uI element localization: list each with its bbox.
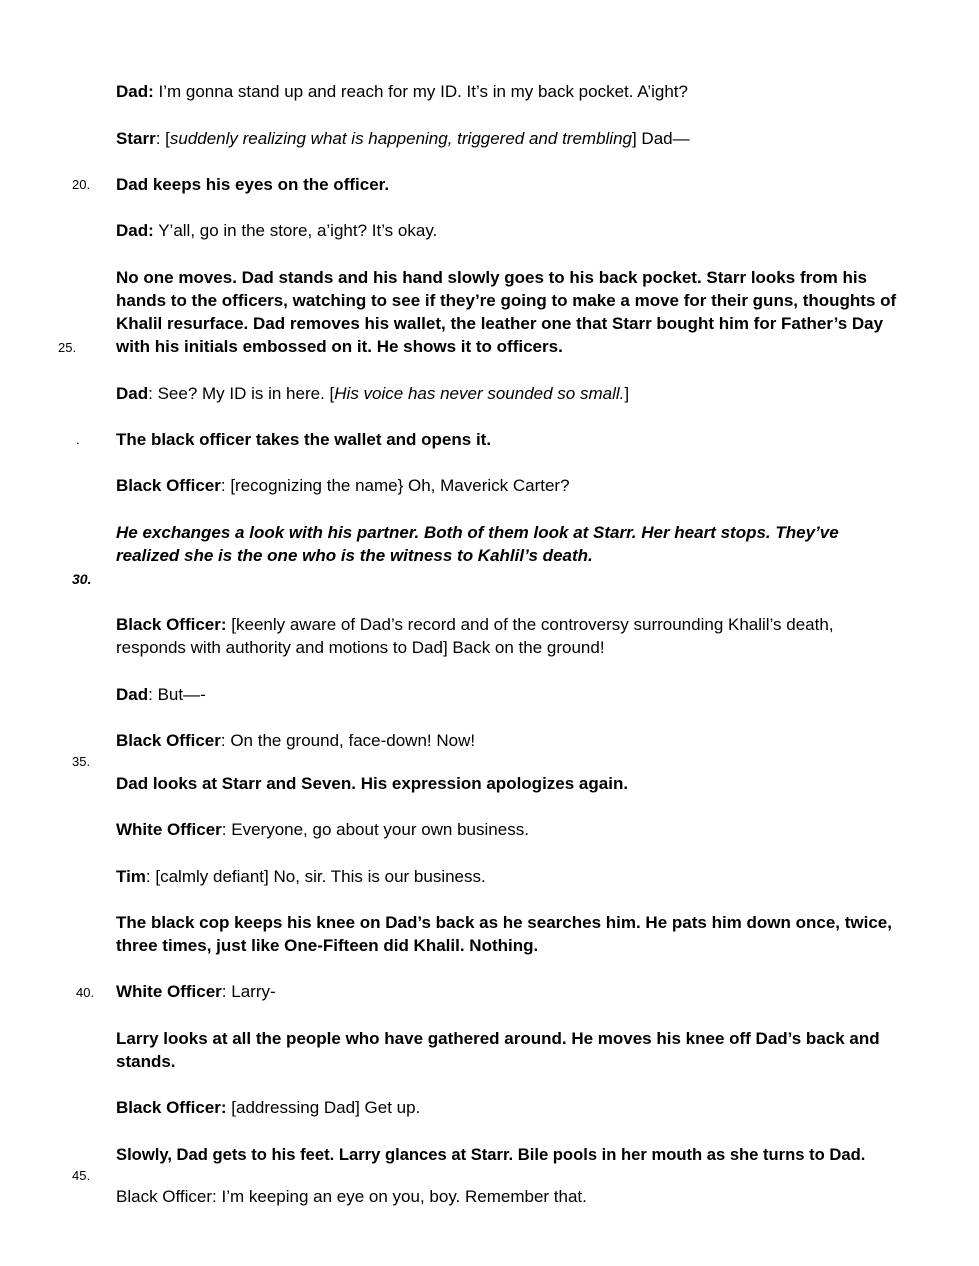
stage-direction: suddenly realizing what is happening, triggered and trembling (169, 129, 632, 148)
stage-direction: His voice has never sounded so small. (334, 384, 625, 403)
speaker-name: Black Officer: (116, 1098, 227, 1117)
action-line: He exchanges a look with his partner. Both of them look at Starr. Her heart stops. They’ve realized she is the one who is the witness to Kahlil’s death. (116, 523, 839, 565)
dialogue-line (116, 865, 936, 888)
line-number: 30. (72, 571, 92, 587)
dialogue-text: ] Dad— (631, 129, 690, 148)
line-number: 40. (76, 985, 95, 1000)
dialogue-text: : Everyone, go about your own business. (221, 820, 529, 839)
action-line: Dad keeps his eyes on the officer. (116, 175, 390, 194)
dialogue-text: I’m gonna stand up and reach for my ID. It’s in my back pocket. A’ight? (153, 82, 688, 101)
speaker-name: Tim (116, 867, 146, 886)
speaker-name: Dad (116, 685, 149, 704)
dialogue-line (116, 818, 936, 841)
dialogue-line: Black Officer: I’m keeping an eye on you, boy. Remember that. (116, 1187, 587, 1206)
action-line: Dad looks at Starr and Seven. His expression apologizes again. (116, 774, 629, 793)
line-number: 25. (58, 340, 77, 355)
dialogue-line (116, 474, 936, 497)
line-number: 20. (72, 177, 91, 192)
dialogue-line (116, 219, 936, 242)
dialogue-text: : [recognizing the name} Oh, Maverick Carter? (220, 476, 570, 495)
line-number: 45. (72, 1168, 91, 1183)
dialogue-line (116, 683, 936, 706)
line-number: . (76, 432, 80, 447)
speaker-name: Black Officer (116, 731, 221, 750)
action-line: No one moves. Dad stands and his hand slowly goes to his back pocket. Starr looks from his hands to the officers, watching to see if they’re going to make a move for their guns, thoughts of Khalil resurface. Dad removes his wallet, the leather one that Starr bought him for Father’s Day with his initials embossed on it. He shows it to officers. (116, 268, 897, 356)
dialogue-text: [addressing Dad] Get up. (226, 1098, 421, 1117)
speaker-name: Black Officer: (116, 615, 227, 634)
speaker-name: Dad: (116, 221, 154, 240)
action-line: Larry looks at all the people who have gathered around. He moves his knee off Dad’s back and stands. (116, 1029, 880, 1071)
dialogue-line (116, 613, 896, 659)
dialogue-text: [keenly aware of Dad’s record and of the controversy surrounding Khalil’s death, responds with authority and motions to Dad] Back on the ground! (116, 615, 834, 657)
dialogue-line (116, 127, 936, 150)
line-number: 35. (72, 754, 91, 769)
speaker-name: Dad (116, 384, 149, 403)
action-line: The black officer takes the wallet and opens it. (116, 430, 492, 449)
dialogue-text: : Larry- (221, 982, 276, 1001)
dialogue-text: : [calmly defiant] No, sir. This is our business. (145, 867, 486, 886)
dialogue-text: : See? My ID is in here. [ (148, 384, 335, 403)
dialogue-text: ] (624, 384, 630, 403)
speaker-name: Dad: (116, 82, 154, 101)
action-line: The black cop keeps his knee on Dad’s back as he searches him. He pats him down once, twice, three times, just like One-Fifteen did Khalil. Nothing. (116, 913, 892, 955)
action-line: Slowly, Dad gets to his feet. Larry glances at Starr. Bile pools in her mouth as she turns to Dad. (116, 1145, 866, 1164)
dialogue-line (116, 382, 936, 405)
dialogue-line (116, 80, 936, 103)
speaker-name: Starr (116, 129, 156, 148)
speaker-name: White Officer (116, 820, 222, 839)
dialogue-line (116, 980, 936, 1003)
dialogue-text: : On the ground, face-down! Now! (220, 731, 476, 750)
dialogue-text: : [ (155, 129, 170, 148)
dialogue-text: Y’all, go in the store, a’ight? It’s okay. (153, 221, 438, 240)
dialogue-text: : But—- (148, 685, 206, 704)
speaker-name: White Officer (116, 982, 222, 1001)
dialogue-line (116, 1096, 936, 1119)
dialogue-line (116, 729, 936, 752)
speaker-name: Black Officer (116, 476, 221, 495)
